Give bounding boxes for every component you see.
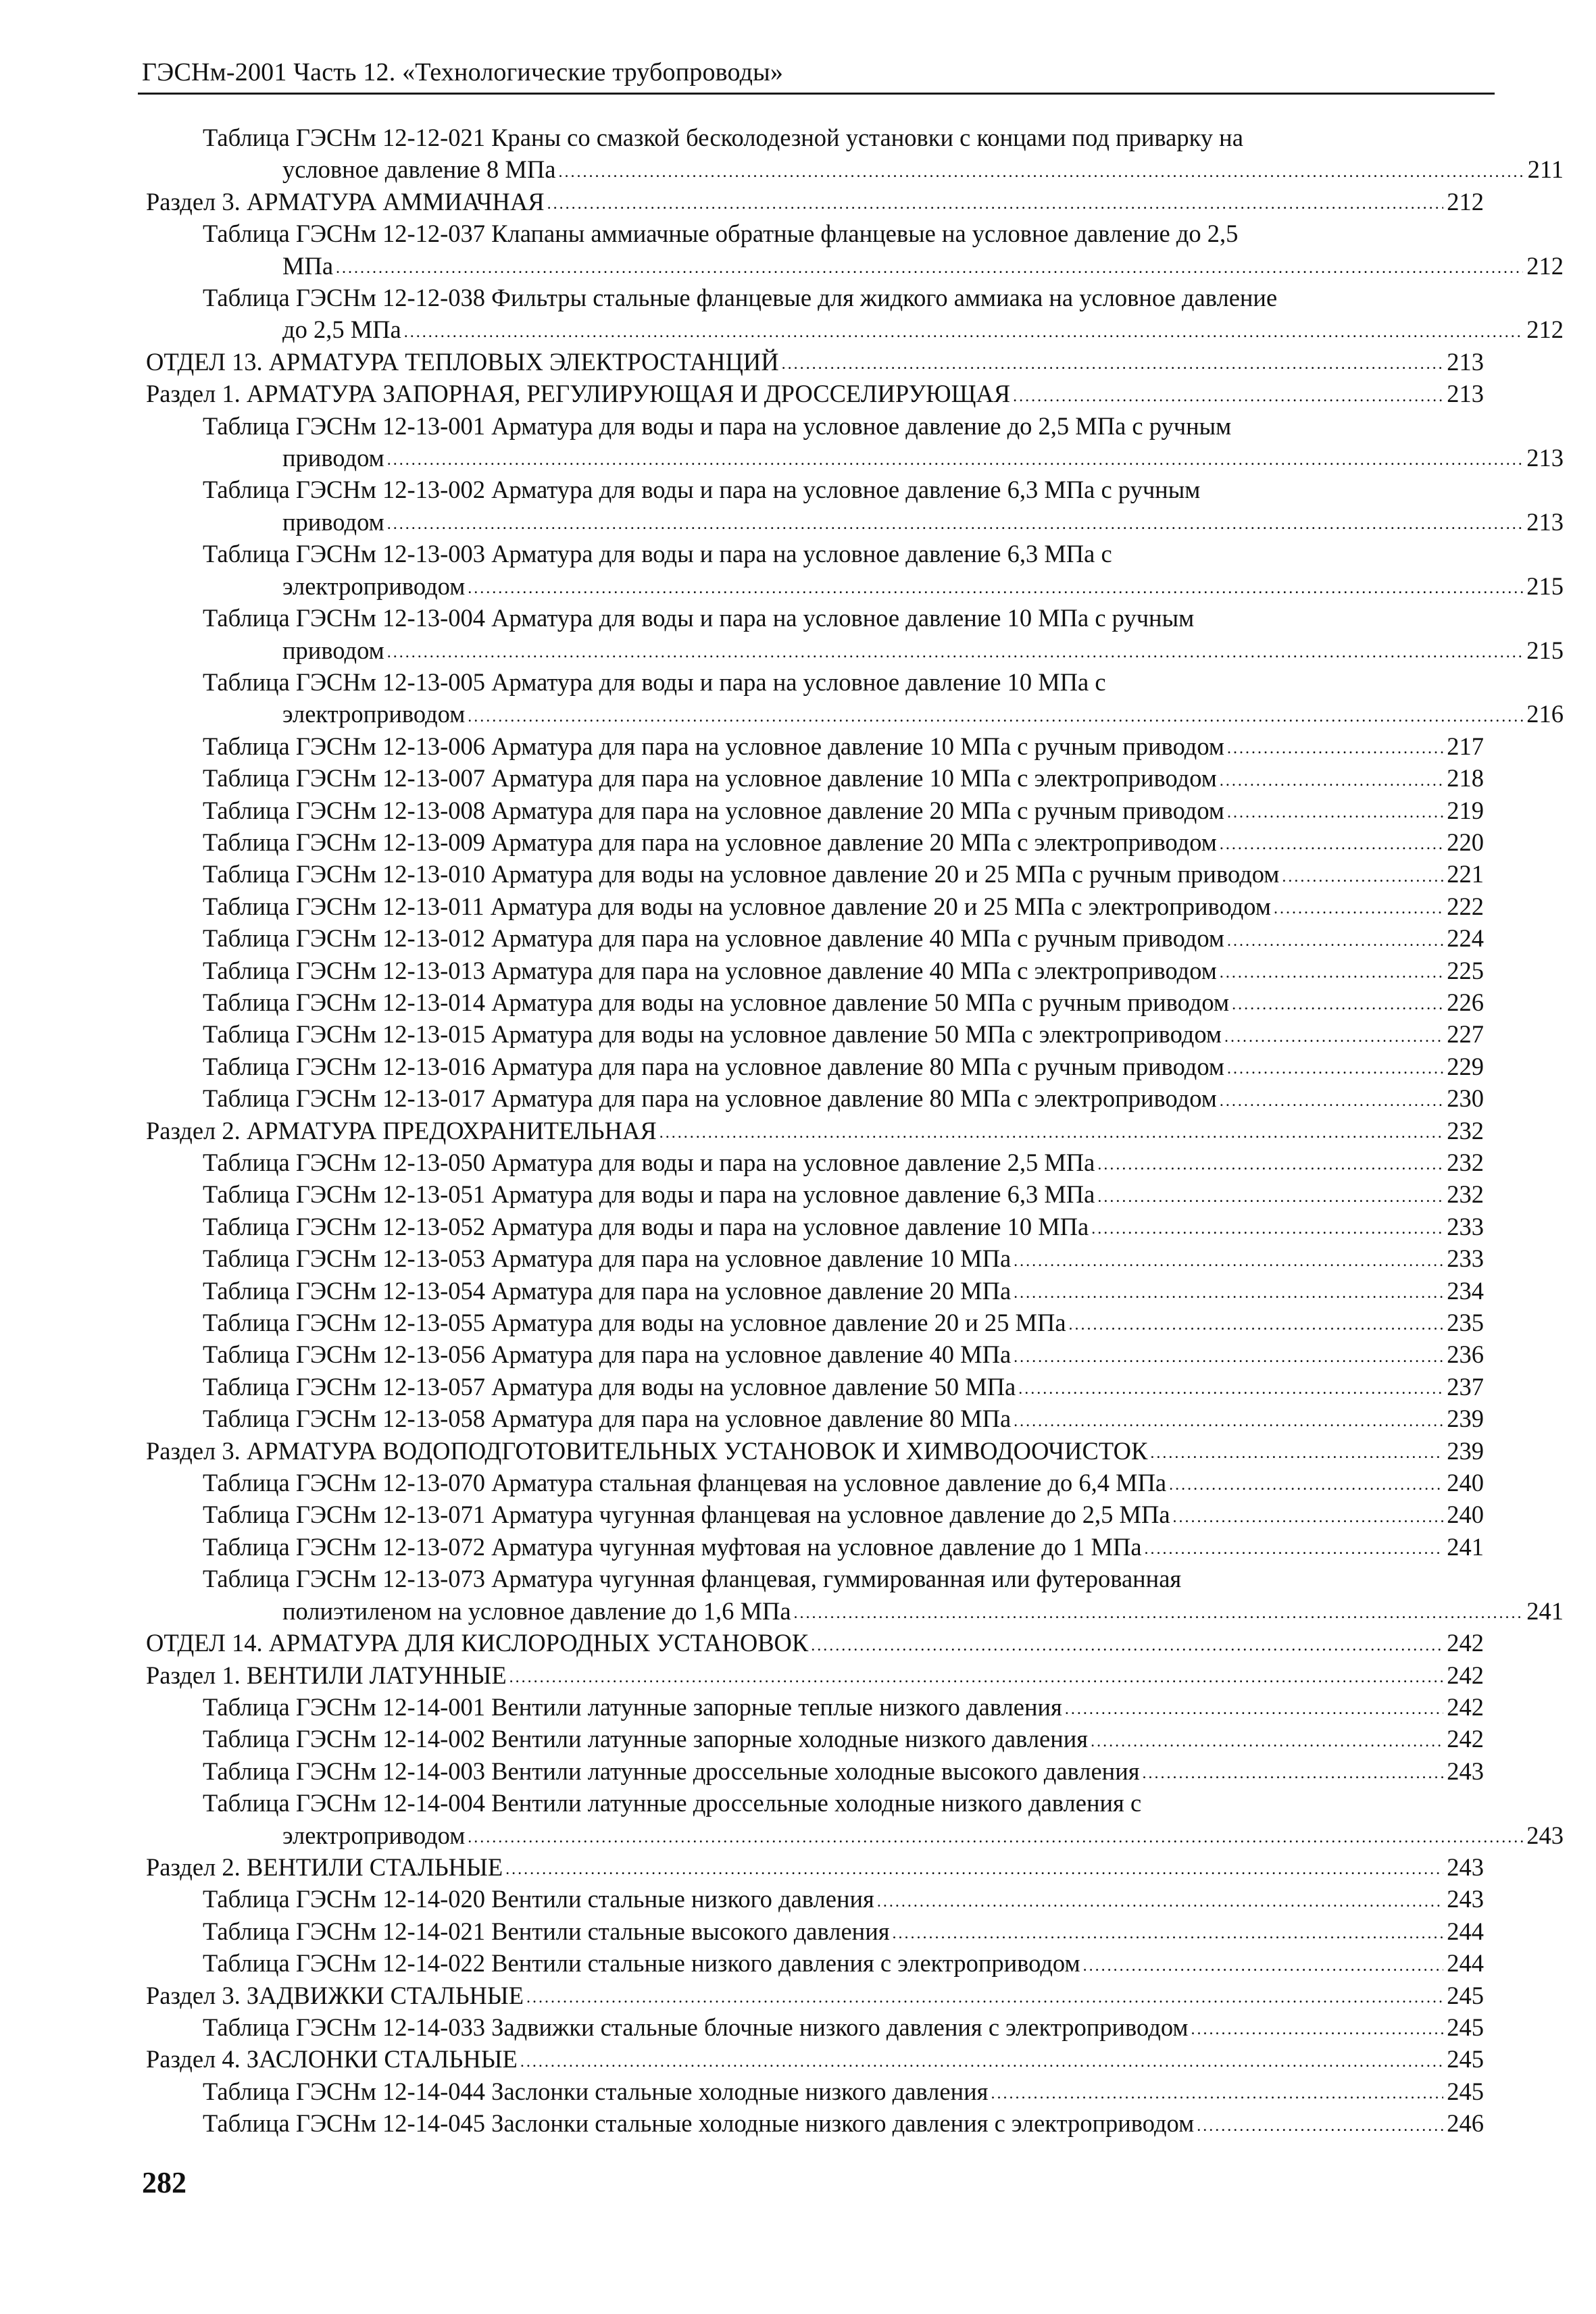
toc-entry-row <box>203 922 1484 954</box>
toc-entry-page: 242 <box>1447 1661 1484 1689</box>
toc-entry-title: Таблица ГЭСНм 12-13-007 Арматура для пара на условное давление 10 МПа с электроприводом <box>203 764 1217 793</box>
toc-entry-title: Таблица ГЭСНм 12-14-021 Вентили стальные высокого давления <box>203 1917 890 1945</box>
toc-table-entry <box>203 1883 1596 1915</box>
toc-entry-row <box>146 2043 1484 2075</box>
toc-table-entry <box>203 474 1596 538</box>
toc-table-entry <box>203 922 1596 954</box>
toc-entry-row <box>203 250 1564 282</box>
toc-table-entry <box>203 1051 1596 1082</box>
toc-entry-page: 234 <box>1447 1276 1484 1305</box>
dot-leader <box>1220 959 1443 986</box>
toc-table-entry <box>203 1307 1596 1338</box>
dot-leader <box>547 191 1443 218</box>
toc-table-entry <box>203 1338 1596 1370</box>
toc-entry-page: 224 <box>1447 924 1484 953</box>
toc-entry-page: 243 <box>1447 1757 1484 1785</box>
toc-entry-row <box>146 1980 1484 2011</box>
toc-table-entry <box>203 955 1596 986</box>
toc-entry-title: Раздел 3. ЗАДВИЖКИ СТАЛЬНЫЕ <box>146 1981 524 2009</box>
toc-entry-title: Таблица ГЭСНм 12-13-014 Арматура для воды на условное давление 50 МПа с ручным приводом <box>203 988 1230 1016</box>
toc-entry-page: 232 <box>1447 1180 1484 1209</box>
toc-entry-page: 245 <box>1447 1981 1484 2009</box>
toc-entry-row <box>203 826 1484 858</box>
toc-table-entry <box>203 1691 1596 1723</box>
toc-entry-row <box>203 1915 1484 1947</box>
toc-entry-row <box>203 153 1564 185</box>
toc-table-entry <box>203 1563 1596 1627</box>
toc-section-entry <box>146 1115 1596 1147</box>
dot-leader <box>387 447 1523 474</box>
toc-entry-page: 246 <box>1447 2109 1484 2138</box>
toc-entry-row <box>203 1723 1484 1755</box>
toc-entry-title: ОТДЕЛ 14. АРМАТУРА ДЛЯ КИСЛОРОДНЫХ УСТАНОВОК <box>146 1629 809 1657</box>
dot-leader <box>468 575 1523 602</box>
toc-entry-row <box>203 1947 1484 1979</box>
toc-entry-title: Таблица ГЭСНм 12-13-070 Арматура стальная фланцевая на условное давление до 6,4 МПа <box>203 1469 1167 1497</box>
toc-entry-row <box>203 1338 1484 1370</box>
toc-entry-title: Таблица ГЭСНм 12-14-022 Вентили стальные низкого давления с электроприводом <box>203 1949 1080 1978</box>
dot-leader <box>811 1632 1443 1659</box>
toc-entry-row <box>203 1531 1484 1563</box>
dot-leader <box>509 1664 1443 1691</box>
toc-entry-row <box>203 1883 1484 1915</box>
toc-entry-row <box>203 1242 1484 1274</box>
toc-division-entry <box>146 346 1596 378</box>
dot-leader <box>1013 383 1443 410</box>
page-number: 282 <box>142 2166 186 2199</box>
toc-entry-title: Таблица ГЭСНм 12-13-017 Арматура для пара на условное давление 80 МПа с электроприводом <box>203 1084 1217 1113</box>
toc-entry-title: Таблица ГЭСНм 12-13-056 Арматура для пара на условное давление 40 МПа <box>203 1340 1012 1369</box>
toc-table-entry <box>203 1403 1596 1434</box>
dot-leader <box>1227 1055 1443 1082</box>
toc-table-entry <box>203 986 1596 1018</box>
toc-entry-title: Таблица ГЭСНм 12-14-044 Заслонки стальные холодные низкого давления <box>203 2077 989 2105</box>
toc-entry-page: 242 <box>1447 1725 1484 1753</box>
toc-entry-page: 216 <box>1526 700 1564 728</box>
dot-leader <box>1227 799 1443 826</box>
dot-leader <box>520 2048 1443 2076</box>
toc-entry-title: МПа <box>282 251 334 280</box>
toc-entry-row <box>203 634 1564 666</box>
toc-entry-title: Таблица ГЭСНм 12-13-009 Арматура для пара на условное давление 20 МПа с электроприводом <box>203 828 1217 856</box>
dot-leader <box>991 2080 1443 2107</box>
toc-entry-title: Таблица ГЭСНм 12-13-013 Арматура для пара на условное давление 40 МПа с электроприводом <box>203 956 1217 984</box>
dot-leader <box>1197 2113 1443 2140</box>
dot-leader <box>1065 1696 1443 1723</box>
toc-entry-page: 244 <box>1447 1949 1484 1978</box>
toc-entry-page: 232 <box>1447 1149 1484 1176</box>
toc-entry-title: приводом <box>282 636 384 664</box>
toc-entry-page: 233 <box>1447 1212 1484 1240</box>
toc-entry-page: 218 <box>1447 764 1484 793</box>
toc-table-entry <box>203 762 1596 794</box>
toc-table-entry <box>203 890 1596 922</box>
toc-entry-row <box>203 1691 1484 1723</box>
toc-entry-page: 211 <box>1527 155 1564 184</box>
toc-section-entry <box>146 378 1596 409</box>
dot-leader <box>1014 1248 1443 1275</box>
dot-leader <box>387 639 1523 666</box>
toc-entry-title: Таблица ГЭСНм 12-14-033 Задвижки стальные блочные низкого давления с электроприводом <box>203 2013 1189 2041</box>
toc-table-entry <box>203 1947 1596 1979</box>
toc-table-entry <box>203 1915 1596 1947</box>
toc-table-entry <box>203 602 1596 666</box>
toc-entry-page: 221 <box>1447 860 1484 888</box>
toc-section-entry <box>146 186 1596 218</box>
toc-entry-page: 237 <box>1447 1372 1484 1401</box>
toc-section-entry <box>146 1435 1596 1467</box>
toc-table-entry <box>203 1178 1596 1210</box>
toc-entry-page: 225 <box>1447 956 1484 984</box>
toc-entry-page: 213 <box>1526 444 1564 472</box>
toc-entry-row <box>146 1851 1484 1883</box>
toc-table-entry <box>203 410 1596 474</box>
toc-table-entry <box>203 1499 1596 1530</box>
toc-entry-row <box>203 955 1484 986</box>
toc-entry-title-line: Таблица ГЭСНм 12-13-002 Арматура для воды и пара на условное давление 6,3 МПа с ручным <box>203 476 1201 504</box>
toc-table-entry <box>203 1242 1596 1274</box>
toc-entry-title: Таблица ГЭСНм 12-14-002 Вентили латунные запорные холодные низкого давления <box>203 1725 1089 1753</box>
toc-table-entry <box>203 1787 1596 1851</box>
toc-entry-title: Раздел 3. АРМАТУРА АММИАЧНАЯ <box>146 187 545 216</box>
toc-entry-title-line: Таблица ГЭСНм 12-12-037 Клапаны аммиачные обратные фланцевые на условное давление до 2,5 <box>203 220 1239 248</box>
toc-table-entry <box>203 1275 1596 1307</box>
toc-entry-title: Таблица ГЭСНм 12-13-010 Арматура для воды на условное давление 20 и 25 МПа с ручным приводом <box>203 860 1280 888</box>
toc-section-entry <box>146 1980 1596 2011</box>
toc-entry-title-line: Таблица ГЭСНм 12-13-001 Арматура для воды и пара на условное давление до 2,5 МПа с ручным <box>203 411 1232 440</box>
toc-table-entry <box>203 1755 1596 1787</box>
page-header: ГЭСНм-2001 Часть 12. «Технологические трубопроводы» <box>142 58 784 86</box>
toc-entry-row <box>203 762 1484 794</box>
dot-leader <box>1191 2016 1443 2043</box>
toc-entry-page: 222 <box>1447 892 1484 920</box>
dot-leader <box>468 1824 1523 1851</box>
toc-entry-title: Таблица ГЭСНм 12-13-071 Арматура чугунная фланцевая на условное давление до 2,5 МПа <box>203 1501 1170 1529</box>
toc-entry-page: 233 <box>1447 1244 1484 1273</box>
toc-entry-title-line: Таблица ГЭСНм 12-14-004 Вентили латунные дроссельные холодные низкого давления с <box>203 1789 1142 1817</box>
toc-entry-title: Раздел 2. АРМАТУРА ПРЕДОХРАНИТЕЛЬНАЯ <box>146 1116 657 1145</box>
toc-entry-row <box>146 1435 1484 1467</box>
toc-entry-title: Таблица ГЭСНм 12-14-001 Вентили латунные запорные теплые низкого давления <box>203 1692 1062 1721</box>
toc-entry-title: электроприводом <box>282 1821 466 1849</box>
dot-leader <box>1220 1088 1443 1115</box>
toc-entry-row <box>203 1082 1484 1114</box>
toc-entry-title: Раздел 1. ВЕНТИЛИ ЛАТУННЫЕ <box>146 1661 507 1689</box>
toc-entry-page: 245 <box>1447 2045 1484 2073</box>
toc-entry-title: Таблица ГЭСНм 12-14-045 Заслонки стальные холодные низкого давления с электроприводом <box>203 2109 1195 2138</box>
toc-entry-row <box>203 1018 1484 1050</box>
toc-entry-page: 212 <box>1526 316 1564 344</box>
toc-entry-row <box>146 1659 1484 1691</box>
toc-entry-row <box>203 858 1484 890</box>
dot-leader <box>794 1600 1523 1627</box>
toc-entry-row <box>203 570 1564 602</box>
toc-entry-page: 235 <box>1447 1309 1484 1337</box>
toc-entry-title: электроприводом <box>282 700 466 728</box>
toc-entry-title: Таблица ГЭСНм 12-13-058 Арматура для пара на условное давление 80 МПа <box>203 1405 1012 1433</box>
toc-entry-title-line: Таблица ГЭСНм 12-12-021 Краны со смазкой бесколодезной установки с концами под приварку на <box>203 124 1243 151</box>
toc-entry-page: 226 <box>1447 988 1484 1016</box>
toc-table-entry <box>203 1082 1596 1114</box>
toc-entry-title-line: Таблица ГЭСНм 12-13-003 Арматура для воды и пара на условное давление 6,3 МПа с <box>203 540 1112 568</box>
toc-entry-title: Таблица ГЭСНм 12-13-057 Арматура для воды на условное давление 50 МПа <box>203 1372 1016 1401</box>
toc-entry-row <box>203 313 1564 345</box>
dot-leader <box>387 511 1523 538</box>
dot-leader <box>558 159 1523 186</box>
toc-entry-row <box>203 698 1564 730</box>
toc-entry-row <box>203 506 1564 538</box>
dot-leader <box>1227 735 1443 762</box>
toc-entry-row <box>146 1115 1484 1147</box>
dot-leader <box>1014 1280 1443 1307</box>
toc-entry-page: 213 <box>1447 380 1484 408</box>
toc-entry-title: Раздел 4. ЗАСЛОНКИ СТАЛЬНЫЕ <box>146 2045 518 2073</box>
toc-section-entry <box>146 1851 1596 1883</box>
toc-entry-row <box>203 1051 1484 1082</box>
toc-entry-page: 215 <box>1526 636 1564 664</box>
toc-entry-page: 227 <box>1447 1020 1484 1049</box>
toc-entry-page: 243 <box>1447 1885 1484 1913</box>
toc-table-entry <box>203 538 1596 602</box>
toc-table-entry <box>203 282 1596 346</box>
toc-entry-title: Раздел 2. ВЕНТИЛИ СТАЛЬНЫЕ <box>146 1853 503 1881</box>
dot-leader <box>1097 1184 1443 1211</box>
toc-entry-page: 245 <box>1447 2013 1484 2041</box>
dot-leader <box>1091 1215 1443 1242</box>
toc-entry-title: до 2,5 МПа <box>282 316 401 344</box>
toc-entry-title-line: Таблица ГЭСНм 12-13-073 Арматура чугунная фланцевая, гуммированная или футерованная <box>203 1565 1182 1593</box>
dot-leader <box>468 703 1523 730</box>
toc-entry-row <box>203 1275 1484 1307</box>
dot-leader <box>1224 1024 1443 1051</box>
dot-leader <box>336 255 1523 282</box>
toc-entry-title: Таблица ГЭСНм 12-13-016 Арматура для пара на условное давление 80 МПа с ручным приводом <box>203 1052 1224 1080</box>
toc-table-entry <box>203 795 1596 826</box>
toc-table-entry <box>203 2011 1596 2043</box>
dot-leader <box>1274 895 1443 922</box>
dot-leader <box>1220 831 1443 858</box>
toc-entry-page: 240 <box>1447 1469 1484 1497</box>
dot-leader <box>659 1120 1443 1147</box>
toc-table-entry <box>203 826 1596 858</box>
toc-entry-title: Раздел 1. АРМАТУРА ЗАПОРНАЯ, РЕГУЛИРУЮЩАЯ И ДРОССЕЛИРУЮЩАЯ <box>146 380 1011 408</box>
dot-leader <box>1083 1953 1443 1980</box>
toc-table-entry <box>203 1467 1596 1499</box>
toc-entry-page: 239 <box>1447 1405 1484 1433</box>
dot-leader <box>1169 1472 1443 1499</box>
toc-entry-title: Таблица ГЭСНм 12-13-008 Арматура для пара на условное давление 20 МПа с ручным приводом <box>203 796 1224 824</box>
toc-section-entry <box>146 2043 1596 2075</box>
dot-leader <box>1282 863 1443 890</box>
toc-entry-page: 241 <box>1447 1532 1484 1561</box>
toc-entry-row <box>203 1211 1484 1242</box>
toc-entry-page: 219 <box>1447 796 1484 824</box>
toc-entry-page: 213 <box>1526 507 1564 536</box>
toc-entry-row <box>203 1499 1484 1530</box>
dot-leader <box>1014 1408 1443 1435</box>
toc-entry-row <box>203 890 1484 922</box>
dot-leader <box>1018 1376 1443 1403</box>
dot-leader <box>782 351 1443 378</box>
dot-leader <box>1232 991 1443 1018</box>
table-of-contents <box>0 122 1596 2140</box>
toc-entry-title: Таблица ГЭСНм 12-13-015 Арматура для воды на условное давление 50 МПа с электроприводом <box>203 1020 1222 1049</box>
toc-entry-row <box>203 1403 1484 1434</box>
toc-entry-row <box>203 1819 1564 1851</box>
toc-entry-row <box>203 1755 1484 1787</box>
toc-entry-page: 232 <box>1447 1116 1484 1145</box>
toc-entry-page: 240 <box>1447 1501 1484 1529</box>
dot-leader <box>1143 1760 1443 1787</box>
dot-leader <box>1091 1728 1443 1755</box>
toc-entry-title: Таблица ГЭСНм 12-13-072 Арматура чугунная муфтовая на условное давление до 1 МПа <box>203 1532 1142 1561</box>
toc-table-entry <box>203 1531 1596 1563</box>
dot-leader <box>1014 1344 1443 1371</box>
dot-leader <box>1097 1151 1443 1178</box>
toc-table-entry <box>203 2076 1596 2107</box>
toc-entry-page: 242 <box>1447 1692 1484 1721</box>
toc-entry-title: условное давление 8 МПа <box>282 155 556 184</box>
dot-leader <box>877 1888 1443 1915</box>
toc-entry-title: электроприводом <box>282 572 466 600</box>
toc-entry-page: 244 <box>1447 1917 1484 1945</box>
toc-division-entry <box>146 1627 1596 1659</box>
toc-entry-page: 212 <box>1447 187 1484 216</box>
toc-entry-title: Таблица ГЭСНм 12-13-053 Арматура для пара на условное давление 10 МПа <box>203 1244 1012 1273</box>
toc-entry-row <box>203 1307 1484 1338</box>
toc-entry-page: 215 <box>1526 572 1564 600</box>
toc-entry-page: 213 <box>1447 347 1484 376</box>
toc-entry-title: Таблица ГЭСНм 12-13-052 Арматура для воды и пара на условное давление 10 МПа <box>203 1212 1089 1240</box>
toc-entry-title: Таблица ГЭСНм 12-13-012 Арматура для пара на условное давление 40 МПа с ручным приводом <box>203 924 1224 953</box>
toc-entry-page: 243 <box>1526 1821 1564 1849</box>
toc-entry-title: Таблица ГЭСНм 12-13-054 Арматура для пара на условное давление 20 МПа <box>203 1276 1012 1305</box>
toc-entry-row <box>203 795 1484 826</box>
toc-entry-page: 239 <box>1447 1436 1484 1465</box>
toc-entry-title: приводом <box>282 444 384 472</box>
dot-leader <box>1173 1504 1443 1531</box>
toc-entry-title: Раздел 3. АРМАТУРА ВОДОПОДГОТОВИТЕЛЬНЫХ УСТАНОВОК И ХИМВОДООЧИСТОК <box>146 1436 1148 1465</box>
toc-table-entry <box>203 2107 1596 2139</box>
toc-entry-title: Таблица ГЭСНм 12-13-050 Арматура для воды и пара на условное давление 2,5 МПа <box>203 1149 1095 1176</box>
toc-entry-row <box>203 2107 1484 2139</box>
toc-table-entry <box>203 1018 1596 1050</box>
toc-entry-row <box>203 986 1484 1018</box>
toc-entry-page: 245 <box>1447 2077 1484 2105</box>
toc-entry-page: 230 <box>1447 1084 1484 1113</box>
toc-table-entry <box>203 1147 1596 1178</box>
toc-entry-row <box>203 730 1484 762</box>
toc-entry-title-line: Таблица ГЭСНм 12-12-038 Фильтры стальные фланцевые для жидкого аммиака на условное давление <box>203 284 1278 312</box>
toc-entry-page: 243 <box>1447 1853 1484 1881</box>
toc-entry-row <box>146 378 1484 409</box>
toc-entry-title: Таблица ГЭСНм 12-13-051 Арматура для воды и пара на условное давление 6,3 МПа <box>203 1180 1095 1209</box>
toc-entry-row <box>146 1627 1484 1659</box>
toc-entry-page: 217 <box>1447 732 1484 760</box>
toc-entry-page: 242 <box>1447 1629 1484 1657</box>
toc-entry-title: Таблица ГЭСНм 12-14-020 Вентили стальные низкого давления <box>203 1885 874 1913</box>
toc-entry-title: полиэтиленом на условное давление до 1,6 МПа <box>282 1596 791 1625</box>
toc-entry-row <box>203 1595 1564 1627</box>
dot-leader <box>526 1984 1443 2011</box>
dot-leader <box>404 319 1523 346</box>
toc-entry-row <box>203 442 1564 474</box>
toc-entry-title-line: Таблица ГЭСНм 12-13-005 Арматура для воды и пара на условное давление 10 МПа с <box>203 668 1106 696</box>
toc-entry-row <box>203 1371 1484 1403</box>
toc-section-entry <box>146 1659 1596 1691</box>
dot-leader <box>893 1920 1443 1947</box>
dot-leader <box>1150 1440 1443 1467</box>
toc-entry-row <box>203 1147 1484 1178</box>
toc-table-entry <box>203 858 1596 890</box>
toc-table-entry <box>203 1211 1596 1242</box>
toc-entry-title: Таблица ГЭСНм 12-13-011 Арматура для воды на условное давление 20 и 25 МПа с электроприводом <box>203 892 1271 920</box>
toc-table-entry <box>203 218 1596 282</box>
toc-table-entry <box>203 122 1596 186</box>
toc-entry-row <box>203 2011 1484 2043</box>
toc-entry-row <box>146 186 1484 218</box>
dot-leader <box>1227 928 1443 955</box>
toc-entry-page: 241 <box>1526 1596 1564 1625</box>
toc-entry-title: приводом <box>282 507 384 536</box>
dot-leader <box>1220 768 1443 795</box>
toc-entry-title: ОТДЕЛ 13. АРМАТУРА ТЕПЛОВЫХ ЭЛЕКТРОСТАНЦИЙ <box>146 347 779 376</box>
toc-entry-page: 220 <box>1447 828 1484 856</box>
toc-table-entry <box>203 730 1596 762</box>
toc-entry-page: 212 <box>1526 251 1564 280</box>
toc-entry-row <box>146 346 1484 378</box>
toc-table-entry <box>203 1723 1596 1755</box>
toc-entry-page: 229 <box>1447 1052 1484 1080</box>
header-divider <box>138 93 1495 95</box>
toc-entry-row <box>203 2076 1484 2107</box>
toc-entry-page: 236 <box>1447 1340 1484 1369</box>
toc-entry-title-line: Таблица ГЭСНм 12-13-004 Арматура для воды и пара на условное давление 10 МПа с ручным <box>203 604 1195 632</box>
dot-leader <box>1145 1536 1443 1563</box>
dot-leader <box>505 1856 1443 1883</box>
toc-entry-title: Таблица ГЭСНм 12-14-003 Вентили латунные дроссельные холодные высокого давления <box>203 1757 1140 1785</box>
toc-table-entry <box>203 666 1596 730</box>
toc-entry-row <box>203 1178 1484 1210</box>
toc-entry-title: Таблица ГЭСНм 12-13-055 Арматура для воды на условное давление 20 и 25 МПа <box>203 1309 1066 1337</box>
toc-entry-row <box>203 1467 1484 1499</box>
dot-leader <box>1069 1311 1443 1338</box>
toc-entry-title: Таблица ГЭСНм 12-13-006 Арматура для пара на условное давление 10 МПа с ручным приводом <box>203 732 1224 760</box>
toc-table-entry <box>203 1371 1596 1403</box>
